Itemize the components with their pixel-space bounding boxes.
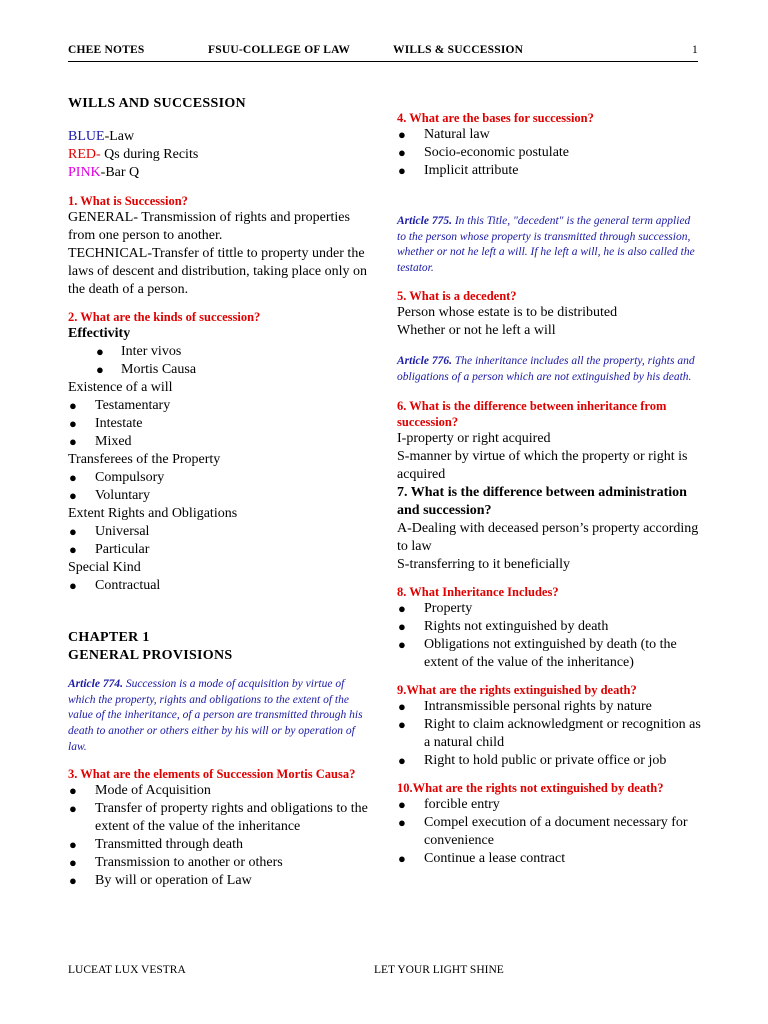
header-school: FSUU-COLLEGE OF LAW xyxy=(208,44,351,56)
answer-7a: A-Dealing with deceased person’s property according to law xyxy=(397,521,699,555)
header-rule xyxy=(68,61,698,62)
list-item: ● forcible entry xyxy=(397,796,702,814)
answer-technical: TECHNICAL-Transfer of tittle to property under the laws of descent and distribution, taking place only on the death of a person. xyxy=(68,246,367,297)
list-item: ● By will or operation of Law xyxy=(68,872,368,890)
list-item: ● Obligations not extinguished by death (to the extent of the value of the inheritance) xyxy=(397,636,702,672)
list-item: ● Right to hold public or private office or job xyxy=(397,752,702,770)
legend-blue xyxy=(68,128,368,146)
list-item: ● Contractual xyxy=(68,577,368,595)
question-4: 4. What are the bases for succession? xyxy=(397,111,594,125)
footer-motto-english: LET YOUR LIGHT SHINE xyxy=(374,964,504,976)
list-item: ● Socio-economic postulate xyxy=(397,144,702,162)
answer-general: GENERAL- Transmission of rights and properties from one person to another. xyxy=(68,210,350,243)
question-6: 6. What is the difference between inheritance from succession? xyxy=(397,399,667,430)
inheritance-list xyxy=(397,600,702,672)
article-776 xyxy=(397,354,702,385)
list-item: ● Property xyxy=(397,600,702,618)
legend-key: RED- xyxy=(68,147,101,162)
subhead-effectivity: Effectivity xyxy=(68,326,131,341)
question-8: 8. What Inheritance Includes? xyxy=(397,585,559,600)
subhead-extent: Extent Rights and Obligations xyxy=(68,506,238,521)
subhead-transferees: Transferees of the Property xyxy=(68,452,221,467)
right-column xyxy=(397,110,702,868)
legend-text: -Law xyxy=(104,129,135,144)
chapter-title: GENERAL PROVISIONS xyxy=(68,648,233,663)
legend-key: BLUE xyxy=(68,129,105,144)
subhead-special: Special Kind xyxy=(68,560,141,575)
question-3: 3. What are the elements of Succession Mortis Causa? xyxy=(68,766,356,781)
list-item: ● Transfer of property rights and obligations to the extent of the value of the inheritance xyxy=(68,800,368,836)
header-page-number: 1 xyxy=(692,44,698,56)
list-item: ● Continue a lease contract xyxy=(397,850,702,868)
list-item: ● Compulsory xyxy=(68,469,368,487)
not-extinguished-list xyxy=(397,796,702,868)
article-label: Article 776. xyxy=(397,354,452,367)
bases-list xyxy=(397,126,702,180)
list-item: ● Transmitted through death xyxy=(68,836,368,854)
doc-title: WILLS AND SUCCESSION xyxy=(68,96,246,111)
list-item: ● Testamentary xyxy=(68,397,368,415)
header-notes: CHEE NOTES xyxy=(68,44,145,56)
header-subject: WILLS & SUCCESSION xyxy=(393,44,524,56)
article-774 xyxy=(68,677,368,756)
legend-text: -Bar Q xyxy=(100,165,140,180)
article-label: Article 774. xyxy=(68,678,123,690)
answer-5a: Person whose estate is to be distributed xyxy=(397,304,618,320)
list-item: ● Rights not extinguished by death xyxy=(397,618,702,636)
list-item: ● Mortis Causa xyxy=(68,361,368,379)
list-item: ● Universal xyxy=(68,523,368,541)
existence-list xyxy=(68,397,368,451)
list-item: ● Right to claim acknowledgment or recognition as a natural child xyxy=(397,716,702,752)
question-1: 1. What is Succession? xyxy=(68,194,188,208)
extent-list xyxy=(68,523,368,559)
list-item: ● Compel execution of a document necessary for convenience xyxy=(397,814,702,850)
list-item: ● Intransmissible personal rights by nature xyxy=(397,698,702,716)
chapter-number: CHAPTER 1 xyxy=(68,630,150,645)
extinguished-list xyxy=(397,698,702,770)
subhead-existence: Existence of a will xyxy=(68,380,173,395)
question-5: 5. What is a decedent? xyxy=(397,288,517,303)
left-column xyxy=(68,90,368,890)
effectivity-list xyxy=(68,343,368,379)
article-label: Article 775. xyxy=(397,215,452,227)
answer-6b: S-manner by virtue of which the property or right is acquired xyxy=(397,449,688,483)
article-text: In this Title, "decedent" is the general term applied to the person whose property is transmitted through succession, whether or not he left a will. If he left a will, he is also called the testator. xyxy=(397,215,695,275)
list-item: ● Voluntary xyxy=(68,487,368,505)
list-item: ● Implicit attribute xyxy=(397,162,702,180)
article-775 xyxy=(397,214,702,277)
elements-list xyxy=(68,782,368,890)
list-item: ● Mode of Acquisition xyxy=(68,782,368,800)
article-text: Succession is a mode of acquisition by virtue of which the property, rights and obligations to the extent of the value of the inheritance, of a person are transmitted through his death to another or others either by his will or by operation of law. xyxy=(68,678,363,753)
list-item: ● Particular xyxy=(68,541,368,559)
special-list xyxy=(68,577,368,595)
answer-5b: Whether or not he left a will xyxy=(397,322,556,338)
list-item: ● Intestate xyxy=(68,415,368,433)
legend-red xyxy=(68,146,368,164)
answer-6a: I-property or right acquired xyxy=(397,431,551,447)
question-10: 10.What are the rights not extinguished by death? xyxy=(397,781,664,796)
answer-7b: S-transferring to it beneficially xyxy=(397,557,570,573)
question-9: 9.What are the rights extinguished by death? xyxy=(397,683,637,698)
legend-key: PINK xyxy=(68,165,101,180)
list-item: ● Transmission to another or others xyxy=(68,854,368,872)
footer-motto-latin: LUCEAT LUX VESTRA xyxy=(68,964,186,976)
color-legend xyxy=(68,128,368,182)
question-7: 7. What is the difference between administration and succession? xyxy=(397,485,687,519)
article-text: The inheritance includes all the property, rights and obligations of a person which are not extinguished by his death. xyxy=(397,354,695,383)
legend-text: Qs during Recits xyxy=(100,147,199,162)
list-item: ● Mixed xyxy=(68,433,368,451)
legend-pink xyxy=(68,164,368,182)
list-item: ● Natural law xyxy=(397,126,702,144)
question-2: 2. What are the kinds of succession? xyxy=(68,310,261,324)
transferees-list xyxy=(68,469,368,505)
list-item: ● Inter vivos xyxy=(68,343,368,361)
